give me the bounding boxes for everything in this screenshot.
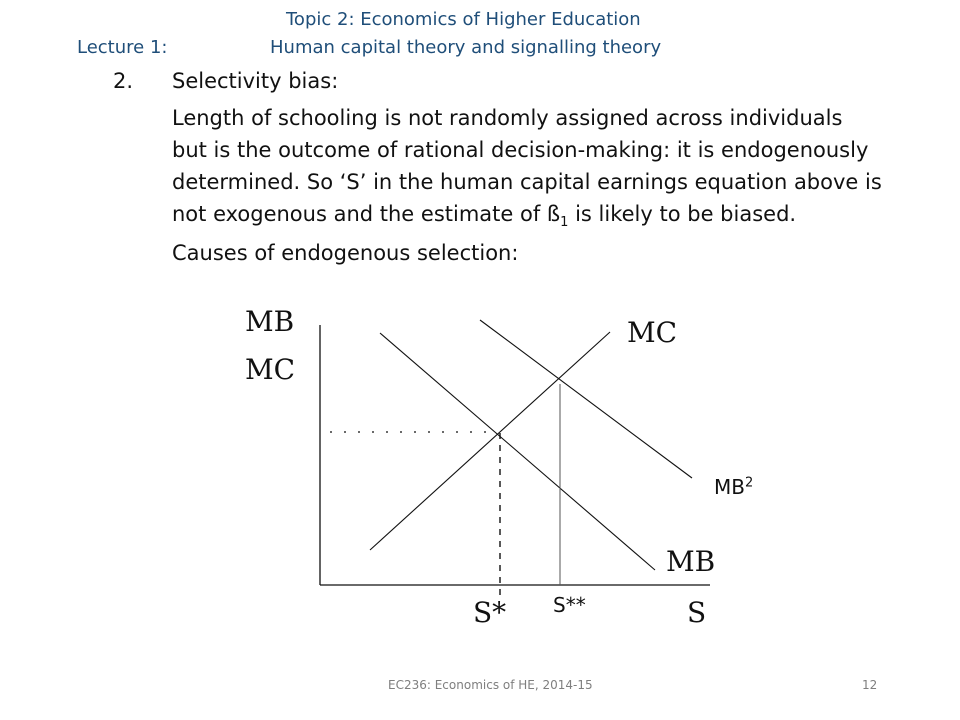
- lecture-title: Human capital theory and signalling theory: [270, 37, 662, 58]
- s-double-star-label: S**: [553, 593, 586, 617]
- mb2-label-base: MB: [714, 475, 745, 499]
- mc-curve: [370, 332, 610, 550]
- item-number: 2.: [113, 69, 134, 93]
- mc-curve-label: MC: [627, 316, 678, 349]
- mb-curve: [380, 333, 655, 570]
- mb-curve-label: MB: [666, 545, 716, 578]
- beta-subscript: 1: [560, 215, 569, 231]
- paragraph-line-4-tail: is likely to be biased.: [568, 202, 797, 226]
- mb2-curve-label: [714, 471, 753, 503]
- paragraph-line-3: determined. So ‘S’ in the human capital earnings equation above is: [172, 170, 882, 194]
- paragraph-line-4-start: not exogenous and the estimate of ß: [172, 202, 561, 226]
- page-number: 12: [862, 678, 878, 692]
- y-axis-label-mc: MC: [245, 353, 296, 386]
- s-star-label: S*: [473, 596, 507, 629]
- item-title: Selectivity bias:: [172, 69, 339, 93]
- paragraph-line-2: but is the outcome of rational decision-making: it is endogenously: [172, 138, 869, 162]
- x-axis-label: S: [687, 596, 707, 629]
- topic-title: Topic 2: Economics of Higher Education: [286, 9, 641, 30]
- footer-course: EC236: Economics of HE, 2014-15: [388, 678, 593, 692]
- lecture-label: Lecture 1:: [77, 37, 168, 58]
- mb2-label-sup: 2: [744, 475, 754, 491]
- y-axis-label-mb: MB: [245, 305, 295, 338]
- paragraph-line-1: Length of schooling is not randomly assigned across individuals: [172, 106, 843, 130]
- causes-line: Causes of endogenous selection:: [172, 241, 519, 265]
